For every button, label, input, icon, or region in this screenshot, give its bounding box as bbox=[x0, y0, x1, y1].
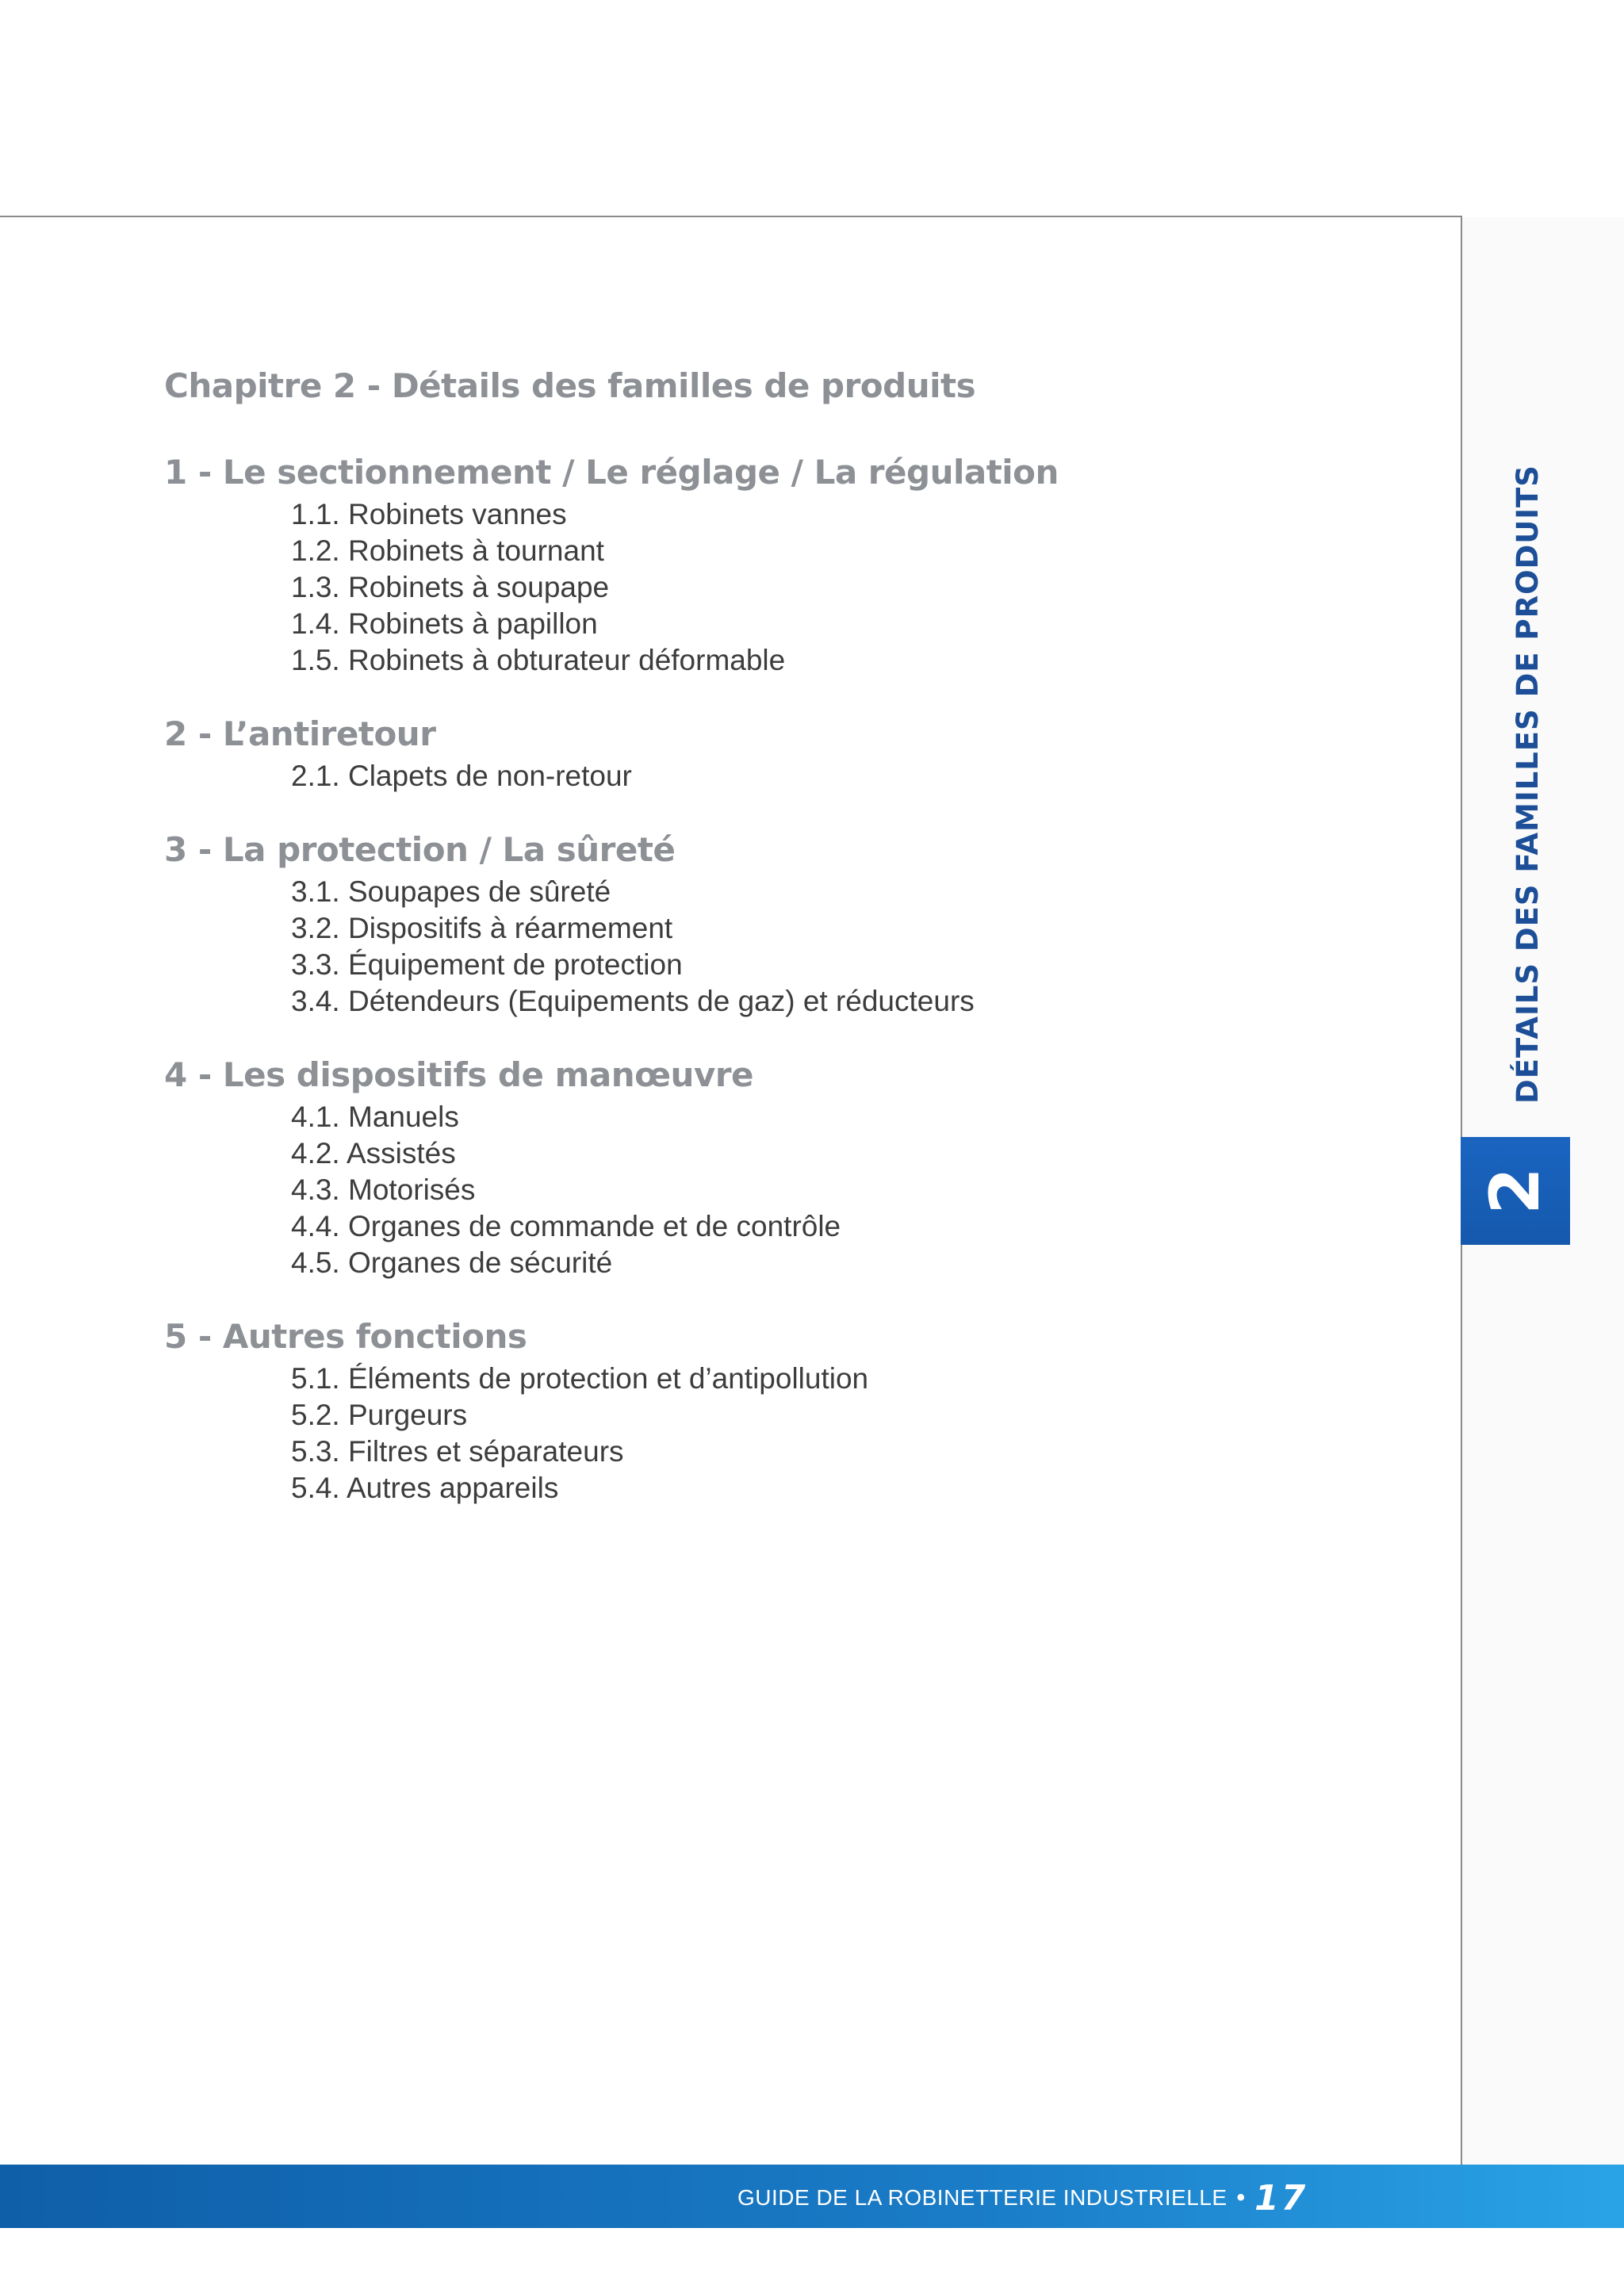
chapter-number: 2 bbox=[1476, 1167, 1555, 1215]
list-item: 5.4. Autres appareils bbox=[291, 1472, 559, 1504]
section-title: 3 - La protection / La sûreté bbox=[164, 830, 676, 869]
section-2 bbox=[164, 710, 1354, 794]
chapter-number-badge bbox=[1461, 1137, 1570, 1245]
table-of-contents bbox=[164, 358, 1354, 1506]
list-item: 5.2. Purgeurs bbox=[291, 1399, 468, 1431]
section-items bbox=[164, 1361, 1354, 1506]
list-item: 4.4. Organes de commande et de contrôle bbox=[291, 1210, 841, 1242]
list-item: 4.2. Assistés bbox=[291, 1137, 456, 1170]
section-title: 2 - L’antiretour bbox=[164, 714, 436, 753]
section-items bbox=[164, 496, 1354, 679]
section-4 bbox=[164, 1051, 1354, 1281]
section-list bbox=[164, 449, 1354, 1506]
list-item: 2.1. Clapets de non-retour bbox=[291, 760, 632, 792]
section-title: 1 - Le sectionnement / Le réglage / La régulation bbox=[164, 453, 1059, 492]
page-number: 17 bbox=[1254, 2177, 1308, 2218]
list-item: 3.2. Dispositifs à réarmement bbox=[291, 912, 673, 944]
list-item: 1.5. Robinets à obturateur déformable bbox=[291, 644, 786, 676]
chapter-heading: Chapitre 2 - Détails des familles de produits bbox=[164, 366, 976, 405]
section-title: 5 - Autres fonctions bbox=[164, 1317, 527, 1356]
section-5 bbox=[164, 1313, 1354, 1506]
section-items bbox=[164, 758, 1354, 794]
list-item: 3.3. Équipement de protection bbox=[291, 948, 683, 981]
list-item: 4.5. Organes de sécurité bbox=[291, 1246, 613, 1279]
list-item: 1.2. Robinets à tournant bbox=[291, 534, 604, 567]
list-item: 4.1. Manuels bbox=[291, 1101, 459, 1133]
top-rule bbox=[0, 216, 1461, 217]
list-item: 5.3. Filtres et séparateurs bbox=[291, 1435, 624, 1468]
section-items bbox=[164, 1099, 1354, 1281]
list-item: 3.1. Soupapes de sûreté bbox=[291, 875, 611, 908]
list-item: 1.4. Robinets à papillon bbox=[291, 607, 598, 640]
footer bbox=[737, 2178, 1308, 2218]
footer-separator: • bbox=[1236, 2184, 1246, 2211]
section-title: 4 - Les dispositifs de manœuvre bbox=[164, 1055, 754, 1094]
section-1 bbox=[164, 449, 1354, 679]
section-items bbox=[164, 874, 1354, 1020]
section-3 bbox=[164, 826, 1354, 1020]
list-item: 4.3. Motorisés bbox=[291, 1173, 476, 1206]
list-item: 5.1. Éléments de protection et d’antipollution bbox=[291, 1362, 869, 1395]
footer-title: GUIDE DE LA ROBINETTERIE INDUSTRIELLE bbox=[737, 2185, 1228, 2210]
list-item: 1.1. Robinets vannes bbox=[291, 498, 567, 530]
list-item: 3.4. Détendeurs (Equipements de gaz) et réducteurs bbox=[291, 985, 975, 1017]
sidebar-title: DÉTAILS DES FAMILLES DE PRODUITS bbox=[1511, 465, 1545, 1104]
list-item: 1.3. Robinets à soupape bbox=[291, 571, 610, 603]
